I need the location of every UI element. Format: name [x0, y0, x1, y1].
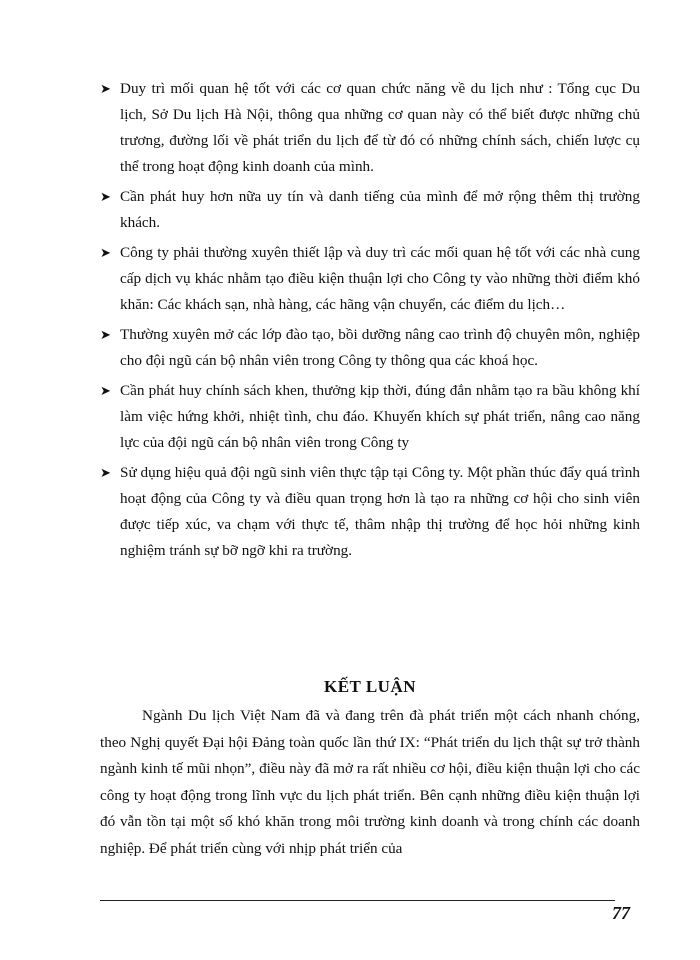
list-item-text: Duy trì mối quan hệ tốt với các cơ quan chức năng về du lịch như : Tổng cục Du lịch, Sở Du lịch Hà Nội, thông qua những cơ quan này có thể biết được những chủ trương, đường lối về phát triển du lịch để từ đó có những chính sách, chiến lược cụ thể trong hoạt động kinh doanh của mình.	[120, 80, 640, 175]
list-item	[100, 184, 640, 236]
arrowhead-icon: ➤	[100, 383, 111, 398]
list-item-text: Công ty phải thường xuyên thiết lập và duy trì các mối quan hệ tốt với các nhà cung cấp dịch vụ khác nhằm tạo điều kiện thuận lợi cho Công ty vào những thời điểm khó khăn: Các khách sạn, nhà hàng, các hãng vận chuyển, các điểm du lịch…	[120, 244, 640, 313]
list-item	[100, 76, 640, 180]
arrowhead-icon: ➤	[100, 245, 111, 260]
list-item-text: Thường xuyên mở các lớp đào tạo, bồi dưỡng nâng cao trình độ chuyên môn, nghiệp cho đội ngũ cán bộ nhân viên trong Công ty thông qua các khoá học.	[120, 326, 640, 369]
page-number: 77	[612, 903, 630, 923]
arrowhead-icon: ➤	[100, 327, 111, 342]
list-item-text: Sử dụng hiệu quả đội ngũ sinh viên thực tập tại Công ty. Một phần thúc đẩy quá trình hoạt động của Công ty và điều quan trọng hơn là tạo ra những cơ hội cho sinh viên được tiếp xúc, va chạm với thực tế, thâm nhập thị trường để học hỏi những kinh nghiệm tránh sự bỡ ngỡ khi ra trường.	[120, 464, 640, 559]
list-item-text: Cần phát huy chính sách khen, thưởng kịp thời, đúng đắn nhằm tạo ra bầu không khí làm việc hứng khởi, nhiệt tình, chu đáo. Khuyến khích sự phát triển, nâng cao năng lực của đội ngũ cán bộ nhân viên trong Công ty	[120, 382, 640, 451]
list-item	[100, 378, 640, 456]
arrowhead-icon: ➤	[100, 465, 111, 480]
list-item-text: Cần phát huy hơn nữa uy tín và danh tiếng của mình để mở rộng thêm thị trường khách.	[120, 188, 640, 231]
conclusion-paragraph: Ngành Du lịch Việt Nam đã và đang trên đà phát triển một cách nhanh chóng, theo Nghị quyết Đại hội Đảng toàn quốc lần thứ IX: “Phát triển du lịch thật sự trở thành ngành kinh tế mũi nhọn”, điều này đã mở ra rất nhiều cơ hội, điều kiện thuận lợi cho các công ty hoạt động trong lĩnh vực du lịch phát triển. Bên cạnh những điều kiện thuận lợi đó vẫn tồn tại một số khó khăn trong môi trường kinh doanh và trong chính các doanh nghiệp. Để phát triển cùng với nhịp phát triển của	[100, 707, 640, 857]
list-item	[100, 460, 640, 564]
recommendation-list	[100, 76, 640, 568]
footer-divider	[100, 900, 615, 901]
arrowhead-icon: ➤	[100, 81, 111, 96]
list-item	[100, 322, 640, 374]
arrowhead-icon: ➤	[100, 189, 111, 204]
list-item	[100, 240, 640, 318]
conclusion-heading: KẾT LUẬN	[323, 677, 416, 696]
